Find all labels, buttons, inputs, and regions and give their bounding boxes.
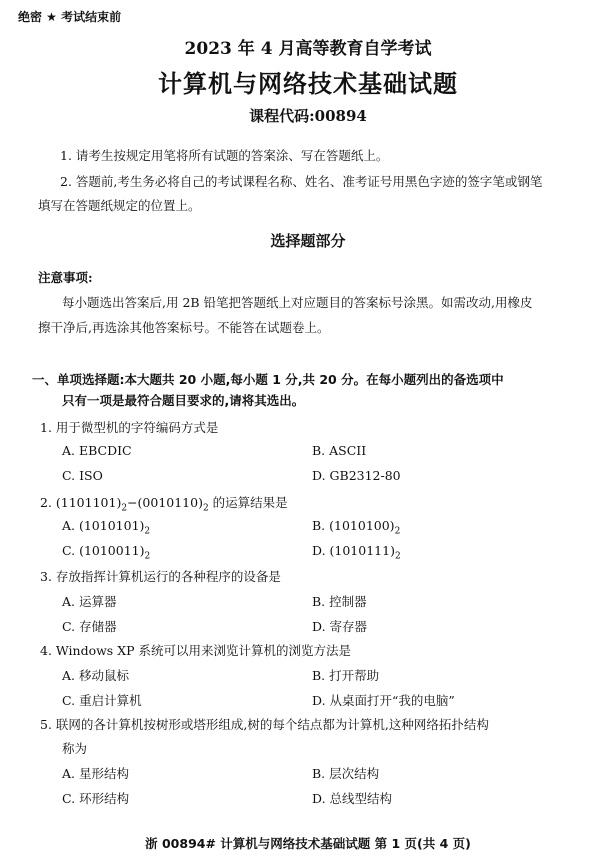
question-3-stem: 3. 存放指挥计算机运行的各种程序的设备是 — [40, 569, 281, 584]
question-5-stem-cont: 称为 — [62, 741, 88, 756]
question-5-option-a: A. 星形结构 — [62, 766, 129, 781]
part-one-heading: 一、单项选择题:本大题共 20 小题,每小题 1 分,共 20 分。在每小题列出的备选项中 — [32, 372, 504, 387]
question-4-option-a: A. 移动鼠标 — [62, 668, 129, 683]
question-5-option-c: C. 环形结构 — [62, 791, 130, 806]
question-1-option-a: A. EBCDIC — [62, 443, 132, 458]
section-title: 选择题部分 — [270, 232, 346, 250]
question-1-option-c: C. ISO — [62, 468, 103, 483]
part-one-heading-cont: 只有一项是最符合题目要求的,请将其选出。 — [62, 393, 305, 408]
notes-line-1: 每小题选出答案后,用 2B 铅笔把答题纸上对应题目的答案标号涂黑。如需改动,用橡皮 — [62, 295, 533, 310]
question-4-option-b: B. 打开帮助 — [312, 668, 380, 683]
question-5-option-d: D. 总线型结构 — [312, 791, 393, 806]
question-3-option-b: B. 控制器 — [312, 594, 367, 609]
course-code: 课程代码:00894 — [249, 107, 367, 125]
instruction-1: 1. 请考生按规定用笔将所有试题的答案涂、写在答题纸上。 — [60, 148, 389, 163]
confidential-label: 绝密 ★ 考试结束前 — [18, 10, 122, 24]
question-3-option-d: D. 寄存器 — [312, 619, 368, 634]
question-3-option-a: A. 运算器 — [62, 594, 117, 609]
question-5-stem: 5. 联网的各计算机按树形或塔形组成,树的每个结点都为计算机,这种网络拓扑结构 — [40, 717, 489, 732]
page-title: 计算机与网络技术基础试题 — [158, 69, 458, 98]
question-4-option-c: C. 重启计算机 — [62, 693, 142, 708]
question-2-option-b: B. $(1010100)_2$ — [312, 518, 401, 537]
question-1-option-d: D. GB2312-80 — [312, 468, 401, 483]
question-2-option-d: D. $(1010111)_2$ — [312, 543, 401, 562]
page-footer: 浙 00894# 计算机与网络技术基础试题 第 1 页(共 4 页) — [145, 836, 471, 851]
question-1-stem: 1. 用于微型机的字符编码方式是 — [40, 420, 219, 435]
question-5-option-b: B. 层次结构 — [312, 766, 380, 781]
instruction-2: 2. 答题前,考生务必将自己的考试课程名称、姓名、准考证号用黑色字迹的签字笔或钢笔 — [60, 174, 543, 189]
instruction-2-cont: 填写在答题纸规定的位置上。 — [38, 198, 201, 213]
question-2-option-a: A. $(1010101)_2$ — [62, 518, 151, 537]
question-2-option-c: C. $(1010011)_2$ — [62, 543, 151, 562]
question-3-option-c: C. 存储器 — [62, 619, 117, 634]
question-4-option-d: D. 从桌面打开“我的电脑” — [312, 693, 455, 708]
notes-line-2: 擦干净后,再选涂其他答案标号。不能答在试题卷上。 — [38, 320, 330, 335]
question-4-stem: 4. Windows XP 系统可以用来浏览计算机的浏览方法是 — [40, 643, 351, 658]
notes-heading: 注意事项: — [38, 270, 93, 285]
question-2-stem: 2. $(1101101)_2-(0010110)_2$ 的运算结果是 — [40, 495, 288, 514]
question-1-option-b: B. ASCII — [312, 443, 367, 458]
exam-session: 2023 年 4 月高等教育自学考试 — [184, 39, 432, 59]
